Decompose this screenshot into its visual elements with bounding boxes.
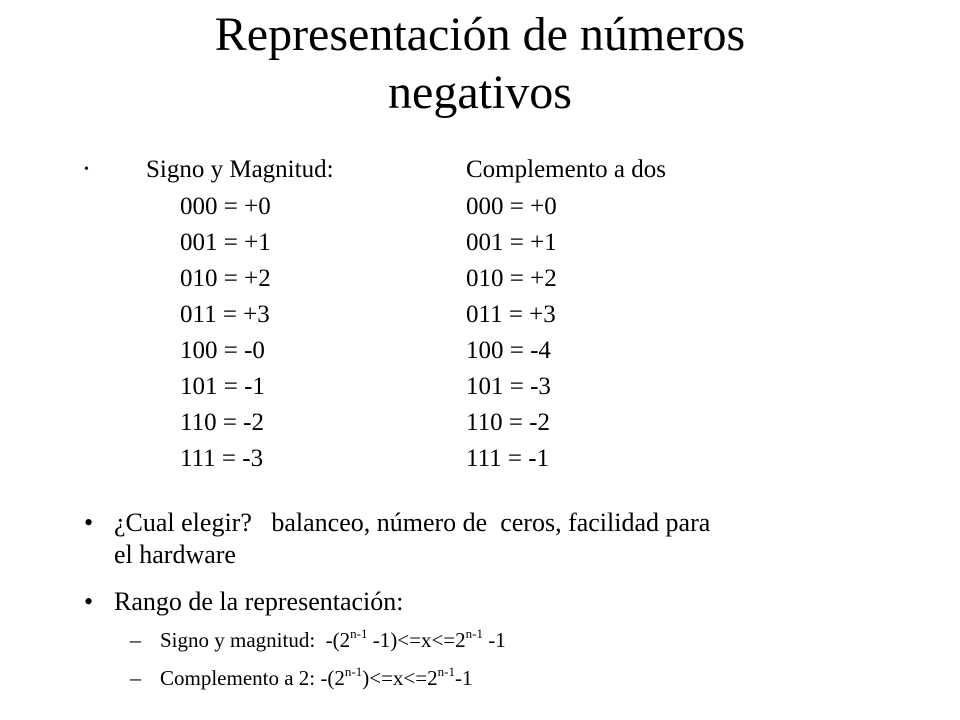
twos-complement-row: 001 = +1 (466, 229, 557, 256)
sign-magnitude-row: 100 = -0 (180, 337, 265, 364)
header-bullet: • (84, 162, 89, 177)
bullet-choice-line-1: ¿Cual elegir? balanceo, número de ceros, facilidad para (114, 508, 711, 537)
sign-magnitude-header: Signo y Magnitud: (146, 156, 334, 183)
twos-complement-row: 111 = -1 (466, 445, 550, 472)
sign-magnitude-row: 010 = +2 (180, 265, 271, 292)
slide-title-line-2: negativos (388, 66, 572, 119)
twos-complement-header: Complemento a dos (466, 156, 666, 183)
slide-title (0, 6, 960, 122)
twos-complement-row: 101 = -3 (466, 373, 551, 400)
sub-item-sign-magnitude-range: Signo y magnitud: -(2$^{n-1}$ $-1)<=x<=2^{n-1}$ -1 (160, 626, 506, 652)
slide-title-line-1: Representación de números (214, 8, 746, 61)
twos-complement-row: 000 = +0 (466, 193, 557, 220)
sign-magnitude-row: 011 = +3 (180, 301, 270, 328)
sub-item-dash: – (130, 627, 141, 652)
bullet-range: Rango de la representación: (114, 587, 404, 616)
sub-item-twos-complement-range: Complemento a 2: $-(2^{n-1})<=x<=2^{n-1}-1$ (160, 664, 473, 690)
twos-complement-row: 011 = +3 (466, 301, 556, 328)
twos-complement-row: 110 = -2 (466, 409, 550, 436)
bullet-marker: • (84, 587, 94, 616)
sub-item-dash: – (130, 665, 141, 690)
bullet-choice-line-2: el hardware (114, 540, 236, 569)
twos-complement-row: 010 = +2 (466, 265, 557, 292)
sign-magnitude-row: 000 = +0 (180, 193, 271, 220)
twos-complement-row: 100 = -4 (466, 337, 551, 364)
sign-magnitude-row: 111 = -3 (180, 445, 264, 472)
sign-magnitude-row: 110 = -2 (180, 409, 264, 436)
sign-magnitude-row: 101 = -1 (180, 373, 265, 400)
bullet-marker: • (84, 508, 94, 537)
sign-magnitude-row: 001 = +1 (180, 229, 271, 256)
